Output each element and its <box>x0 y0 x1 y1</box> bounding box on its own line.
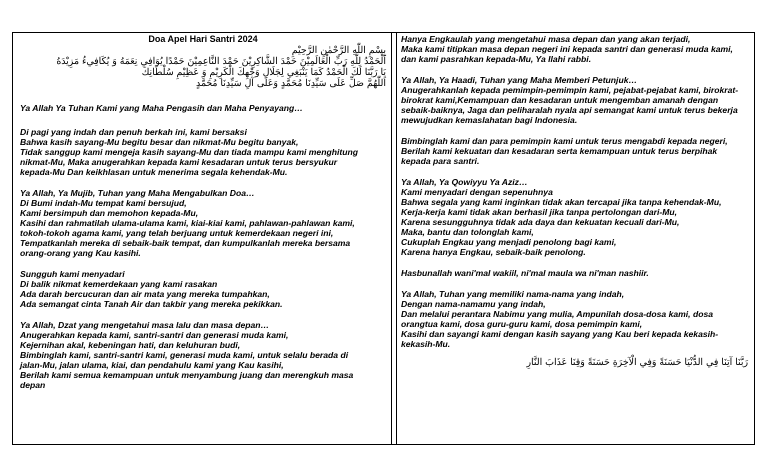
text-line: Ya Allah, Tuhan yang memiliki nama-nama yang indah, <box>401 289 625 299</box>
text-line: Berilah kami semua kemampuan untuk menyambung juang dan merengkuh masa <box>20 370 354 380</box>
text-line: Tempatkanlah mereka di sebaik-baik tempat, dan kumpulkanlah mereka bersama <box>20 238 351 248</box>
text-line: Bahwa segala yang kami inginkan tidak akan tercapai jika tanpa kehendak-Mu, <box>401 197 722 207</box>
text-line: mewujudkan kemaslahatan bagi Indonesia. <box>401 115 578 125</box>
text-line: Anugerahkan kepada kami, santri-santri dan generasi muda kami, <box>20 330 289 340</box>
text-line: Di pagi yang indah dan penuh berkah ini, kami bersaksi <box>20 127 247 137</box>
text-line: kepada-Mu Dan keikhlasan untuk menerima segala kehendak-Mu. <box>20 167 288 177</box>
text-line: Kami bersimpuh dan memohon kepada-Mu, <box>20 208 199 218</box>
text-line: Maka, bantu dan tolonglah kami, <box>401 227 534 237</box>
text-line: kepada para santri. <box>401 156 480 166</box>
text-line: Kejernihan akal, kebeningan hati, dan keluhuran budi, <box>20 340 241 350</box>
text-line: Karena sesungguhnya tidak ada daya dan kekuatan kecuali dari-Mu, <box>401 217 680 227</box>
text-line: Kasihi dan rahmatilah ulama-ulama kami, kiai-kiai kami, pahlawan-pahlawan kami, <box>20 218 355 228</box>
text-line: orang-orang yang Kau kasihi. <box>20 248 141 258</box>
text-line: Di balik nikmat kemerdekaan yang kami rasakan <box>20 279 218 289</box>
text-line: kekasih-Mu. <box>401 339 451 349</box>
arabic-opening <box>20 45 386 89</box>
text-line: depan <box>20 380 46 390</box>
prayer-paragraph <box>20 320 386 390</box>
text-line: Ya Allah, Ya Qowiyyu Ya Aziz… <box>401 177 528 187</box>
prayer-paragraph <box>20 103 386 113</box>
prayer-paragraph <box>401 34 748 64</box>
prayer-paragraph <box>20 127 386 177</box>
prayer-paragraph <box>401 268 748 278</box>
text-line: Bimbinglah kami dan para pemimpin kami untuk terus mengabdi kepada negeri, <box>401 136 728 146</box>
text-line: Ya Allah, Dzat yang mengetahui masa lalu dan masa depan… <box>20 320 270 330</box>
text-line: orangtua kami, dosa guru-guru kami, dosa pemimpin kami, <box>401 319 643 329</box>
prayer-paragraph <box>401 289 748 349</box>
text-line: Hanya Engkaulah yang mengetahui masa depan dan yang akan terjadi, <box>401 34 691 44</box>
text-line: Kami menyadari dengan sepenuhnya <box>401 187 553 197</box>
text-line: Ya Allah Ya Tuhan Kami yang Maha Pengasih dan Maha Penyayang… <box>20 103 303 113</box>
text-line: Dan melalui perantara Nabimu yang mulia, Ampunilah dosa-dosa kami, dosa <box>401 309 713 319</box>
document-page <box>12 32 755 445</box>
prayer-paragraph <box>20 269 386 309</box>
text-line: Karena hanya Engkau, sebaik-baik penolong. <box>401 247 586 257</box>
text-line: Dengan nama-namamu yang indah, <box>401 299 546 309</box>
text-line: dan kami pasrahkan kepada-Mu, Ya Ilahi rabbi. <box>401 54 592 64</box>
prayer-paragraph <box>401 75 748 125</box>
arabic-line: بِسْمِ اللّٰهِ الرَّحْمٰنِ الرَّحِيْمِ <box>291 45 386 56</box>
text-line: Ya Allah, Ya Haadi, Tuhan yang Maha Memberi Petunjuk… <box>401 75 638 85</box>
text-line: Ya Allah, Ya Mujib, Tuhan yang Maha Mengabulkan Doa… <box>20 188 255 198</box>
text-line: birokrat kami,Kemampuan dan kesadaran untuk mengemban amanah dengan <box>401 95 719 105</box>
text-line: Maka kami titipkan masa depan negeri ini kepada santri dan generasi muda kami, <box>401 44 733 54</box>
left-column <box>13 33 392 444</box>
right-column <box>397 33 754 444</box>
text-line: Ada semangat cinta Tanah Air dan takbir yang mereka pekikkan. <box>20 299 283 309</box>
text-line: nikmat-Mu, Maka anugerahkan kepada kami kesadaran untuk terus bersyukur <box>20 157 338 167</box>
arabic-line: يَا رَبَّنَا لَكَ الْحَمْدُ كَمَا يَنْبَغِي لِجَلَالِ وَجْهِكَ الْكَرِيْمِ وَ عَظِيْمِ سُلْطَانِكَ <box>141 67 386 78</box>
text-line: Bahwa kasih sayang-Mu begitu besar dan nikmat-Mu begitu banyak, <box>20 137 299 147</box>
text-line: Berilah kami kekuatan dan kesadaran serta kemampuan untuk terus berpihak <box>401 146 718 156</box>
text-line: Sungguh kami menyadari <box>20 269 125 279</box>
text-line: Cukuplah Engkau yang menjadi penolong bagi kami, <box>401 237 617 247</box>
prayer-paragraph <box>401 136 748 166</box>
text-line: Hasbunallah wani'mal wakiil, ni'mal maula wa ni'man nashiir. <box>401 268 649 278</box>
text-line: Tidak sanggup kami mengeja kasih sayang-Mu dan tiada mampu kami menghitung <box>20 147 358 157</box>
prayer-paragraph <box>20 188 386 258</box>
arabic-line: اَللّٰهُمَّ صَلِّ عَلَى سَيِّدِنَا مُحَمَّدٍ وَعَلَى آلِ سَيِّدِنَا مُحَمَّدٍ <box>196 78 386 89</box>
text-line: Kasihi dan sayangi kami dengan kasih sayang yang Kau beri kepada kekasih- <box>401 329 719 339</box>
text-line: Di Bumi indah-Mu tempat kami bersujud, <box>20 198 187 208</box>
arabic-line: رَبَّنَا آتِنَا فِي الدُّنْيَا حَسَنَةً وَفِي الْآخِرَةِ حَسَنَةً وَقِنَا عَذَابَ النَّارِ <box>526 357 748 368</box>
prayer-paragraph <box>401 177 748 257</box>
text-line: Anugerahkanlah kepada pemimpin-pemimpin kami, pejabat-pejabat kami, birokrat- <box>401 85 739 95</box>
arabic-line: اَلْحَمْدُ لِلّٰهِ رَبِّ الْعَالَمِيْنَ حَمْدَ الشَّاكِرِيْنَ حَمْدَ النَّاعِمِيْنَ حَمْدًا يُوَافِي نِعَمَهُ وَ يُكَافِيءُ مَزِيْدَهُ <box>56 56 386 67</box>
document-title: Doa Apel Hari Santri 2024 <box>148 34 258 44</box>
text-line: tokoh-tokoh agama kami, yang telah berjuang untuk kemerdekaan negeri ini, <box>20 228 334 238</box>
text-line: jalan-Mu, jalan ulama, kiai, dan pendahulu kami yang Kau kasihi, <box>20 360 284 370</box>
text-line: Ada darah bercucuran dan air mata yang mereka tumpahkan, <box>20 289 270 299</box>
text-line: Bimbinglah kami, santri-santri kami, generasi muda kami, untuk selalu berada di <box>20 350 349 360</box>
text-line: sebaik-baiknya, Jaga dan peliharalah nyala api semangat kami untuk terus bekerja <box>401 105 738 115</box>
text-line: Kerja-kerja kami tidak akan berhasil jika tanpa pertolongan dari-Mu, <box>401 207 678 217</box>
arabic-closing <box>401 357 748 368</box>
